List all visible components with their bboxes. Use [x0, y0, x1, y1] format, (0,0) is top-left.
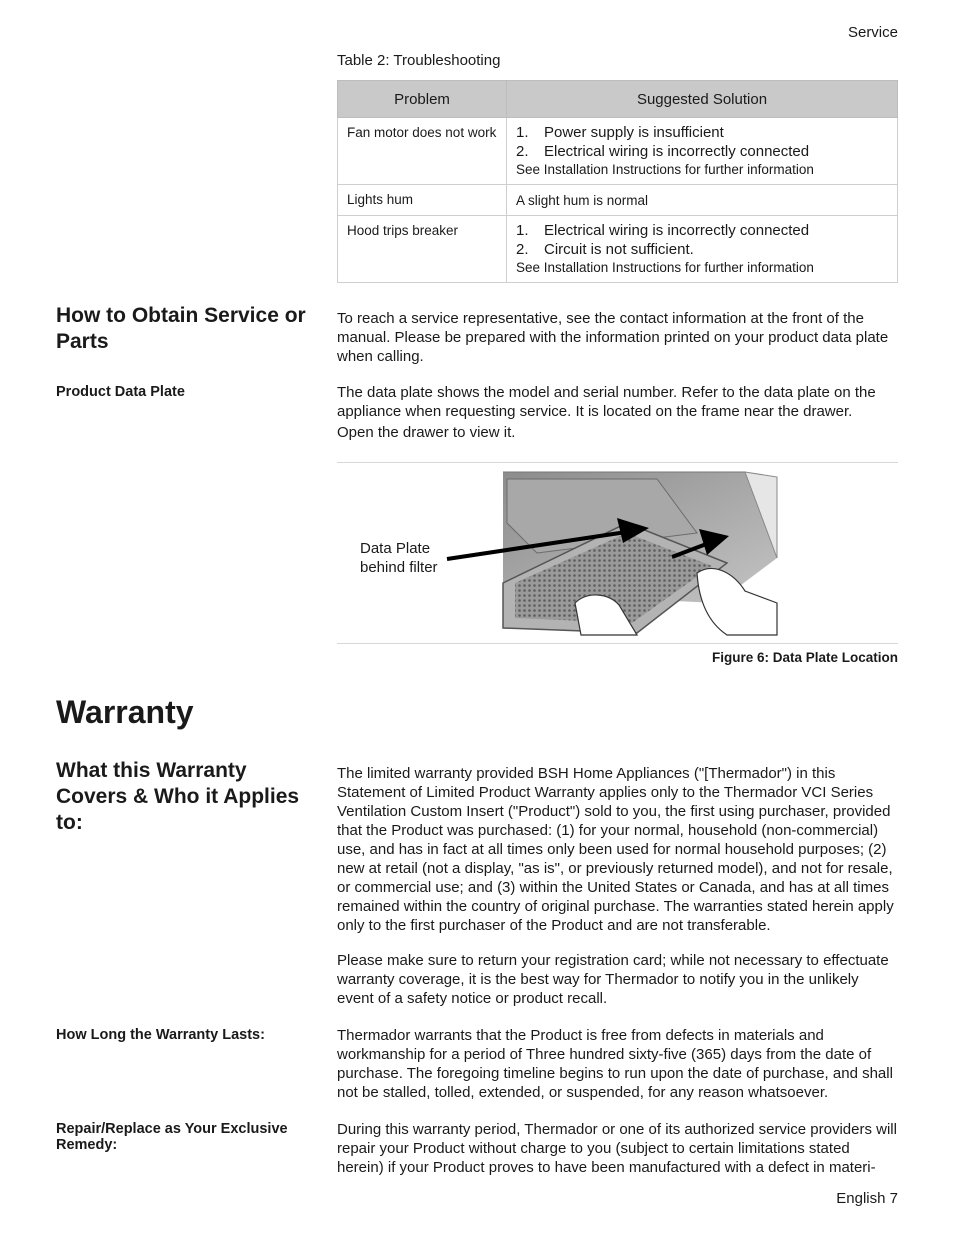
column-header-problem: Problem	[338, 81, 507, 118]
warranty-covers-text: The limited warranty provided BSH Home Appliances ("[Thermador") in this Statement of Limited Product Warranty applies only to the Thermador VCI Series Ventilation Custom Insert ("Product") sold to you, the first using purchaser, provided that the Product was purchased: (1) for your normal, household (non-commercial) use, and has in fact at all times only been used for normal household purposes; (2) new at retail (not a display, "as is", or previously returned model), and not for resale, or commercial use; and (3) within the United States or Canada, and has at all times remained within the country of original purchase. The warranties stated herein apply only to the first purchaser of the Product and are not transferable.	[337, 765, 894, 934]
table-caption: Table 2: Troubleshooting	[337, 52, 501, 69]
data-plate-paragraph-2: Open the drawer to view it.	[337, 424, 516, 441]
figure-label	[360, 539, 438, 577]
registration-text: Please make sure to return your registration card; while not necessary to effectuate warranty coverage, it is the best way for Thermador to notify you in the unlikely event of a safety notice or product recall.	[337, 952, 889, 1007]
figure-caption: Figure 6: Data Plate Location	[711, 650, 898, 665]
solution-note: See Installation Instructions for further information	[516, 162, 814, 177]
data-plate-paragraph: The data plate shows the model and serial number. Refer to the data plate on the appliance when requesting service. It is located on the frame near the drawer.	[337, 384, 876, 420]
figure-label-line: behind filter	[360, 559, 438, 576]
figure-label-line: Data Plate	[360, 540, 431, 557]
solution-note: A slight hum is normal	[516, 193, 649, 208]
warranty-lasts-text: Thermador warrants that the Product is free from defects in materials and workmanship for a period of Three hundred sixty-five (365) days from the date of purchase. The foregoing timeline begins to run upon the date of purchase, and shall not be stalled, tolled, extended, or suspended, for any reason whatsoever.	[337, 1027, 893, 1101]
solution-item: 1. Electrical wiring is incorrectly connected	[516, 222, 810, 239]
warranty-covers-heading: What this Warranty Covers & Who it Applies to:	[56, 759, 300, 834]
data-plate-text	[337, 383, 899, 442]
solution-cell	[507, 185, 898, 216]
remedy-heading: Repair/Replace as Your Exclusive Remedy:	[56, 1121, 288, 1153]
service-heading: How to Obtain Service or Parts	[56, 304, 306, 353]
warranty-lasts-heading: How Long the Warranty Lasts:	[56, 1027, 265, 1043]
solution-item: 2. Circuit is not sufficient.	[516, 241, 694, 258]
solution-item: 2. Electrical wiring is incorrectly connected	[516, 143, 810, 160]
warranty-title: Warranty	[56, 694, 194, 730]
table-header-row	[338, 81, 898, 118]
figure-bottom-rule	[337, 643, 898, 644]
solution-item: 1. Power supply is insufficient	[516, 124, 724, 141]
table-row	[338, 118, 898, 185]
remedy-text: During this warranty period, Thermador or one of its authorized service providers will repair your Product without charge to you (subject to certain limitations stated herein) if your Product proves to have been manufactured with a defect in materi-	[337, 1121, 897, 1176]
solution-note: See Installation Instructions for further information	[516, 260, 814, 275]
service-intro: To reach a service representative, see the contact information at the front of the manual. Please be prepared with the information printed on your product data plate when calling.	[337, 310, 889, 365]
table-row	[338, 185, 898, 216]
problem-cell: Fan motor does not work	[338, 118, 507, 185]
page-number: English 7	[836, 1190, 898, 1207]
solution-cell	[507, 118, 898, 185]
troubleshooting-table	[337, 80, 898, 283]
solution-cell	[507, 216, 898, 283]
table-row	[338, 216, 898, 283]
column-header-solution: Suggested Solution	[507, 81, 898, 118]
problem-cell: Lights hum	[338, 185, 507, 216]
data-plate-heading: Product Data Plate	[56, 384, 185, 400]
running-header: Service	[847, 24, 898, 41]
problem-cell: Hood trips breaker	[338, 216, 507, 283]
